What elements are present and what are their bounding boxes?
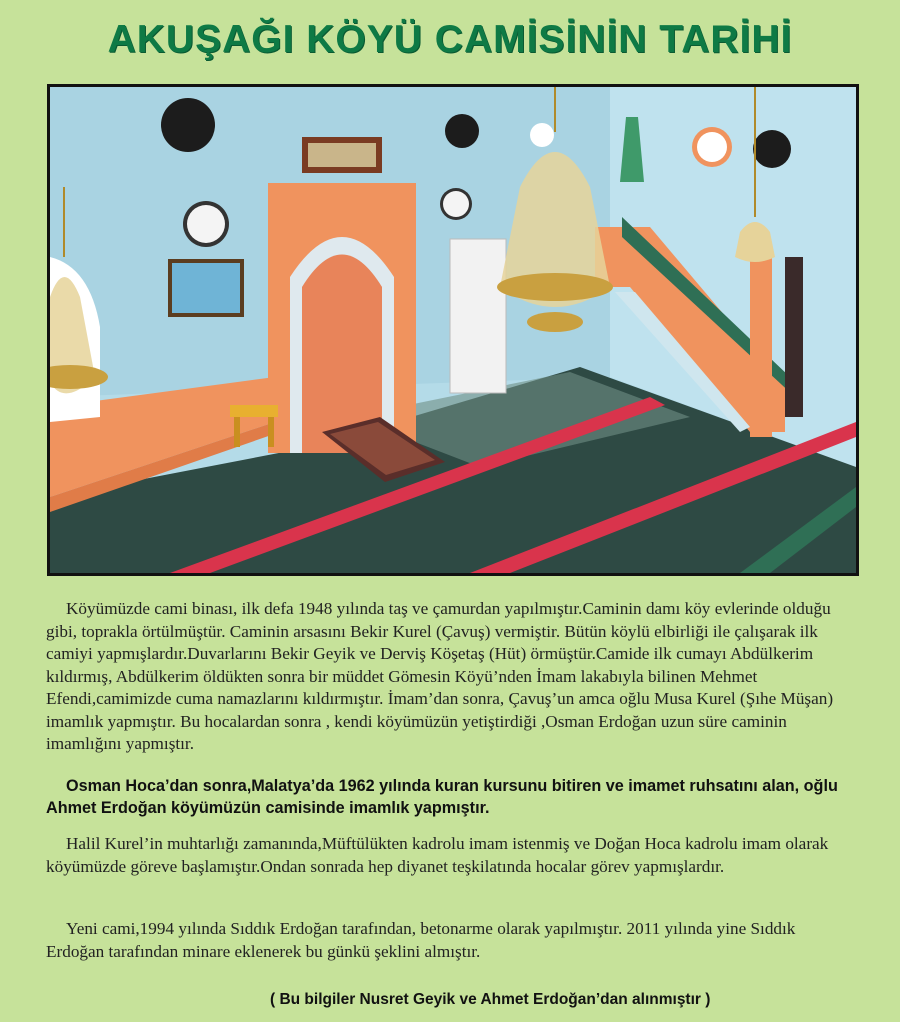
page-title: AKUŞAĞI KÖYÜ CAMİSİNİN TARİHİ bbox=[107, 18, 793, 61]
history-paragraph-3: Halil Kurel’in muhtarlığı zamanında,Müftülükten kadrolu imam istenmiş ve Doğan Hoca kadrolu imam olarak köyümüzde göreve başlamıştır.Ondan sonrada hep diyanet teşkilatında hocalar görev yapmışlardır. bbox=[46, 834, 829, 876]
history-paragraph-1: Köyümüzde cami binası, ilk defa 1948 yılında taş ve çamurdan yapılmıştır.Caminin damı köy evlerinde olduğu gibi, toprakla örtülmüştür. Caminin arsasını Bekir Kurel (Çavuş) vermiştir. Bütün köylü elbirliği ile çalışarak ilk camiyi yapmışlardır.Duvarlarını Bekir Geyik ve Derviş Köşetaş (Hüt) örmüştür.Camide ilk cumayı Abdülkerim kıldırmış, Abdülkerim öldükten sonra bir müddet Gömesin Köyü’nden İmam lakabıyla bilinen Mehmet Efendi,camimizde cuma namazlarını kıldırmıştır. İmam’dan sonra, Çavuş’un amca oğlu Musa Kurel (Şıhe Müşan) imamlık yapmıştır. Bu hocalardan sonra , kendi köyümüzün yetiştirdiği ,Osman Erdoğan uzun süre caminin imamlığını yapmıştır. bbox=[46, 599, 834, 753]
mosque-interior-photo bbox=[47, 84, 859, 576]
source-credit: ( Bu bilgiler Nusret Geyik ve Ahmet Erdoğan’dan alınmıştır ) bbox=[270, 991, 711, 1008]
history-paragraph-4: Yeni cami,1994 yılında Sıddık Erdoğan tarafından, betonarme olarak yapılmıştır. 2011 yılında yine Sıddık Erdoğan tarafından minare eklenerek bu günkü şeklini almıştır. bbox=[46, 919, 796, 961]
mosque-interior-illustration bbox=[50, 87, 856, 573]
history-paragraph-2: Osman Hoca’dan sonra,Malatya’da 1962 yılında kuran kursunu bitiren ve imamet ruhsatını alan, oğlu Ahmet Erdoğan köyümüzün camisinde imamlık yapmıştır. bbox=[46, 777, 838, 817]
